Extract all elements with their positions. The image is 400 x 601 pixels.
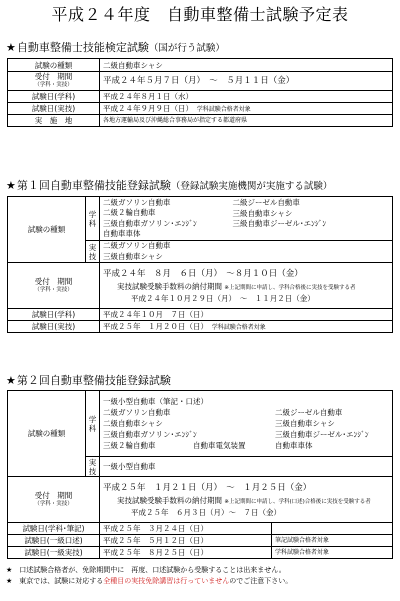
table-row: 試験日(学科) 平成２４年１０月 ７日（日） [8,309,393,321]
table-row: 試験日(一級実技) 平成２５年 ８月２５日（日） 学科試験合格者対象 [8,547,393,559]
table-row: 受付 期間 （学科・実技） 平成２５年 １月２１日（月） ～ １月２５日（金） 実技試験受験手数料の納付期間 ※上記期間に申請し、学科(口述)合格後に実技を受験する者 平成２５年 ６月３日（月）～ ７日（金） [8,477,393,523]
section-1-table [7,58,393,127]
star-icon: ★ [6,179,16,192]
table-row: 試験日(一級口述) 平成２５年 ５月１２日（日） 筆記試験合格者対象 [8,535,393,547]
table-row: 試験日(学科) 平成２４年８月１日（水） [8,91,393,103]
table-row: 試験の種類 二級自動車シャシ [8,59,393,72]
section-2-heading: ★第１回自動車整備技能登録試験（登録試験実施機関が実施する試験） [6,179,333,192]
note-2: ★ 東京では、試験に対応する全種目の実技免除講習は行っていませんのでご注意下さい。 [6,577,293,585]
star-icon: ★ [6,41,16,54]
section-1-heading: ★自動車整備士技能検定試験（国が行う試験） [6,41,225,54]
table-row: 受付 期間 （学科・実技） 平成２４年５月７日（月） ～ ５月１１日（金） [8,72,393,91]
table-row: 実 施 地 各地方運輸局及び沖縄総合事務局が指定する都道府県 [8,115,393,127]
section-3-heading: ★第２回自動車整備技能登録試験 [6,374,171,387]
section-2-table [7,196,393,333]
note-1: ★ 口述試験合格者が、免除期間中に 再度、口述試験から受験することは出来ません。 [6,566,286,574]
table-row: 実技 一級小型自動車 [8,457,393,477]
note-2-warning: 全種目の実技免除講習は行っていません [103,577,230,585]
section-3-table [7,390,393,559]
table-row: 実技 二級ガソリン自動車 三級自動車シャシ [8,241,393,263]
table-row: 試験の種類 学科 一級小型自動車（筆記・口述） 二級ガソリン自動車 二級ジーゼル自動車 二級自動車シャシ 三級自動車シャシ 三級自動車ガソリン･エﾝｼﾞﾝ 三級自動車ジーゼル･エﾝｼﾞﾝ 三級２輪自動車 自動車電気装置 自動車車体 [8,391,393,457]
table-row: 試験日(実技) 平成２５年 １月２０日（日） 学科試験合格者対象 [8,321,393,333]
page-title: 平成２４年度 自動車整備士試験予定表 [51,5,349,24]
star-icon: ★ [6,374,16,387]
table-row: 試験日(学科･筆記) 平成２５年 ３月２４日（日） [8,523,393,535]
table-row: 試験の種類 学科 二級ガソリン自動車 二級２輪自動車 三級自動車ガソリン･エﾝｼﾞﾝ 自動車車体 二級ジーゼル自動車 三級自動車シャシ 三級自動車ジーゼル･エﾝｼﾞﾝ [8,197,393,241]
footnotes [6,565,292,587]
table-row: 受付 期間 （学科・実技） 平成２４年 ８月 ６日（月） ～８月１０日（金） 実技試験受験手数料の納付期間 ※上記期間に申請し、学科合格後に実技を受験する者 平成２４年１０月２９日（月） ～ １１月２日（金） [8,263,393,309]
table-row: 試験日(実技) 平成２４年９月９日（日） 学科試験合格者対象 [8,103,393,115]
